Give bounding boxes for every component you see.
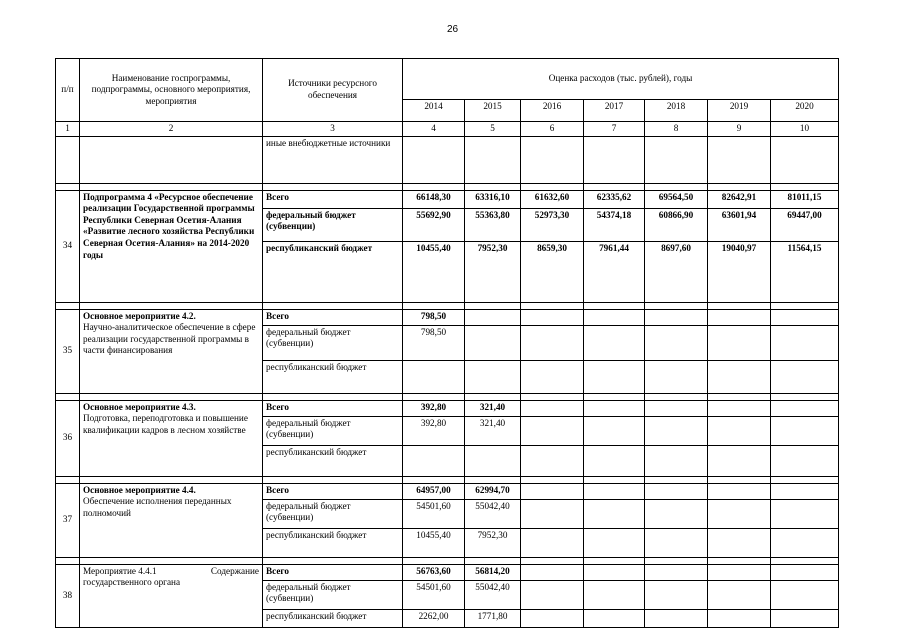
amount-cell (708, 483, 771, 499)
amount-cell (708, 360, 771, 393)
item-title-right: Содержание (210, 565, 259, 576)
funding-source: республиканский бюджет (263, 445, 403, 476)
table-body (56, 59, 839, 628)
item-description: Обеспечение исполнения переданных полномочий (83, 496, 232, 518)
amount-cell (771, 499, 839, 528)
amount-cell: 55042,40 (465, 499, 521, 528)
amount-cell (771, 325, 839, 360)
amount-cell (771, 564, 839, 580)
amount-cell: 392,80 (403, 400, 465, 416)
item-title-line (83, 566, 259, 578)
amount-cell (645, 445, 708, 476)
row-number: 37 (56, 483, 80, 557)
col-number: 8 (645, 122, 708, 137)
amount-cell: 798,50 (403, 309, 465, 325)
amount-cell (645, 564, 708, 580)
amount-cell (521, 609, 584, 627)
table-row (56, 564, 839, 580)
item-title: Основное мероприятие 4.2. (83, 310, 196, 321)
amount-cell: 19040,97 (708, 241, 771, 302)
col-number: 6 (521, 122, 584, 137)
amount-cell (465, 360, 521, 393)
amount-cell (645, 309, 708, 325)
amount-cell: 64957,00 (403, 483, 465, 499)
amount-cell (584, 564, 645, 580)
amount-cell (584, 528, 645, 557)
funding-source: республиканский бюджет (263, 609, 403, 627)
amount-cell: 62335,62 (584, 190, 645, 208)
column-number-row (56, 122, 839, 137)
funding-source: Всего (263, 564, 403, 580)
amount-cell: 54374,18 (584, 208, 645, 241)
page-number: 26 (446, 24, 459, 35)
amount-cell: 54501,60 (403, 580, 465, 609)
header-year: 2018 (645, 99, 708, 121)
header-source: Источники ресурсного обеспечения (263, 59, 403, 122)
amount-cell (465, 309, 521, 325)
amount-cell (403, 360, 465, 393)
funding-source: республиканский бюджет (263, 241, 403, 302)
amount-cell (771, 528, 839, 557)
amount-cell (465, 445, 521, 476)
amount-cell (584, 609, 645, 627)
amount-cell (708, 564, 771, 580)
amount-cell: 7952,30 (465, 528, 521, 557)
amount-cell (708, 416, 771, 445)
amount-cell (521, 325, 584, 360)
item-description: Научно-аналитическое обеспечение в сфере реализации государственной программы в части финансирования (83, 322, 256, 356)
row-number: 35 (56, 309, 80, 393)
amount-cell (771, 416, 839, 445)
amount-cell (521, 564, 584, 580)
separator-row (56, 302, 839, 309)
amount-cell: 10455,40 (403, 528, 465, 557)
amount-cell (584, 580, 645, 609)
item-name (80, 400, 263, 476)
amount-cell: 63601,94 (708, 208, 771, 241)
amount-cell (584, 400, 645, 416)
amount-cell (708, 309, 771, 325)
amount-cell (584, 309, 645, 325)
amount-cell (645, 609, 708, 627)
col-number: 7 (584, 122, 645, 137)
amount-cell (645, 400, 708, 416)
amount-cell (771, 483, 839, 499)
amount-cell (584, 483, 645, 499)
col-number: 4 (403, 122, 465, 137)
amount-cell (521, 483, 584, 499)
amount-cell: 81011,15 (771, 190, 839, 208)
header-year: 2015 (465, 99, 521, 121)
header-year: 2020 (771, 99, 839, 121)
amount-cell: 321,40 (465, 416, 521, 445)
amount-cell (708, 528, 771, 557)
amount-cell (465, 325, 521, 360)
col-number: 2 (80, 122, 263, 137)
amount-cell: 69447,00 (771, 208, 839, 241)
amount-cell: 54501,60 (403, 499, 465, 528)
amount-cell: 63316,10 (465, 190, 521, 208)
funding-source: Всего (263, 309, 403, 325)
amount-cell: 60866,90 (645, 208, 708, 241)
amount-cell: 55363,80 (465, 208, 521, 241)
item-title-left: Мероприятие 4.4.1 (83, 565, 157, 576)
amount-cell: 66148,30 (403, 190, 465, 208)
table-row (56, 483, 839, 499)
amount-cell (584, 325, 645, 360)
funding-source: федеральный бюджет (субвенции) (263, 325, 403, 360)
amount-cell (584, 445, 645, 476)
amount-cell (521, 445, 584, 476)
table-row (56, 309, 839, 325)
item-name (80, 483, 263, 557)
amount-cell: 321,40 (465, 400, 521, 416)
amount-cell (708, 499, 771, 528)
header-year: 2017 (584, 99, 645, 121)
amount-cell: 82642,91 (708, 190, 771, 208)
amount-cell (521, 528, 584, 557)
amount-cell (584, 416, 645, 445)
separator-row (56, 393, 839, 400)
item-name (80, 309, 263, 393)
amount-cell (645, 360, 708, 393)
amount-cell (584, 499, 645, 528)
amount-cell (771, 360, 839, 393)
amount-cell (708, 400, 771, 416)
amount-cell (645, 528, 708, 557)
amount-cell (708, 609, 771, 627)
separator-row (56, 183, 839, 190)
amount-cell: 1771,80 (465, 609, 521, 627)
amount-cell (645, 483, 708, 499)
funding-source: федеральный бюджет (субвенции) (263, 499, 403, 528)
amount-cell (645, 580, 708, 609)
row-number: 38 (56, 564, 80, 627)
amount-cell (708, 445, 771, 476)
amount-cell: 392,80 (403, 416, 465, 445)
budget-table (55, 58, 839, 628)
col-number: 10 (771, 122, 839, 137)
col-number: 1 (56, 122, 80, 137)
col-number: 9 (708, 122, 771, 137)
item-description: Подготовка, переподготовка и повышение квалификации кадров в лесном хозяйстве (83, 413, 248, 435)
amount-cell: 62994,70 (465, 483, 521, 499)
amount-cell: 69564,50 (645, 190, 708, 208)
funding-source: федеральный бюджет (субвенции) (263, 208, 403, 241)
funding-source: республиканский бюджет (263, 360, 403, 393)
item-name (80, 564, 263, 627)
funding-source: федеральный бюджет (субвенции) (263, 580, 403, 609)
header-year: 2019 (708, 99, 771, 121)
amount-cell: 55692,90 (403, 208, 465, 241)
amount-cell (645, 416, 708, 445)
item-title: Подпрограмма 4 «Ресурсное обеспечение реализации Государственной программы Республики Северная Осетия-Алания «Развитие лесного хозяйства Республики Северная Осетия-Алания» на 2014-2020 годы (83, 191, 255, 260)
amount-cell: 8697,60 (645, 241, 708, 302)
funding-source: республиканский бюджет (263, 528, 403, 557)
amount-cell (771, 400, 839, 416)
separator-row (56, 557, 839, 564)
item-name (80, 190, 263, 302)
header-year: 2016 (521, 99, 584, 121)
amount-cell (403, 445, 465, 476)
amount-cell: 7961,44 (584, 241, 645, 302)
amount-cell: 56814,20 (465, 564, 521, 580)
table-row (56, 400, 839, 416)
carry-row (56, 136, 839, 183)
row-number: 34 (56, 190, 80, 302)
amount-cell (645, 325, 708, 360)
funding-source: Всего (263, 400, 403, 416)
amount-cell (645, 499, 708, 528)
carry-source: иные внебюджетные источники (263, 136, 403, 183)
amount-cell (771, 580, 839, 609)
amount-cell: 2262,00 (403, 609, 465, 627)
item-description: государственного органа (83, 577, 181, 588)
separator-row (56, 476, 839, 483)
amount-cell: 55042,40 (465, 580, 521, 609)
item-title: Основное мероприятие 4.3. (83, 401, 196, 412)
header-estimate: Оценка расходов (тыс. рублей), годы (403, 59, 839, 100)
amount-cell: 7952,30 (465, 241, 521, 302)
amount-cell (521, 580, 584, 609)
amount-cell: 10455,40 (403, 241, 465, 302)
amount-cell (584, 360, 645, 393)
amount-cell: 56763,60 (403, 564, 465, 580)
amount-cell (521, 499, 584, 528)
amount-cell: 61632,60 (521, 190, 584, 208)
amount-cell (708, 580, 771, 609)
amount-cell (771, 309, 839, 325)
amount-cell (521, 400, 584, 416)
amount-cell (771, 609, 839, 627)
amount-cell (771, 445, 839, 476)
amount-cell: 11564,15 (771, 241, 839, 302)
amount-cell (521, 360, 584, 393)
header-row (56, 59, 839, 100)
item-title: Основное мероприятие 4.4. (83, 484, 196, 495)
amount-cell (708, 325, 771, 360)
amount-cell: 798,50 (403, 325, 465, 360)
funding-source: федеральный бюджет (субвенции) (263, 416, 403, 445)
table-row (56, 190, 839, 208)
amount-cell (521, 416, 584, 445)
funding-source: Всего (263, 190, 403, 208)
header-num: п/п (56, 59, 80, 122)
funding-source: Всего (263, 483, 403, 499)
header-name: Наименование госпрограммы, подпрограммы, основного мероприятия, мероприятия (80, 59, 263, 122)
row-number: 36 (56, 400, 80, 476)
header-year: 2014 (403, 99, 465, 121)
col-number: 5 (465, 122, 521, 137)
col-number: 3 (263, 122, 403, 137)
amount-cell (521, 309, 584, 325)
amount-cell: 52973,30 (521, 208, 584, 241)
amount-cell: 8659,30 (521, 241, 584, 302)
